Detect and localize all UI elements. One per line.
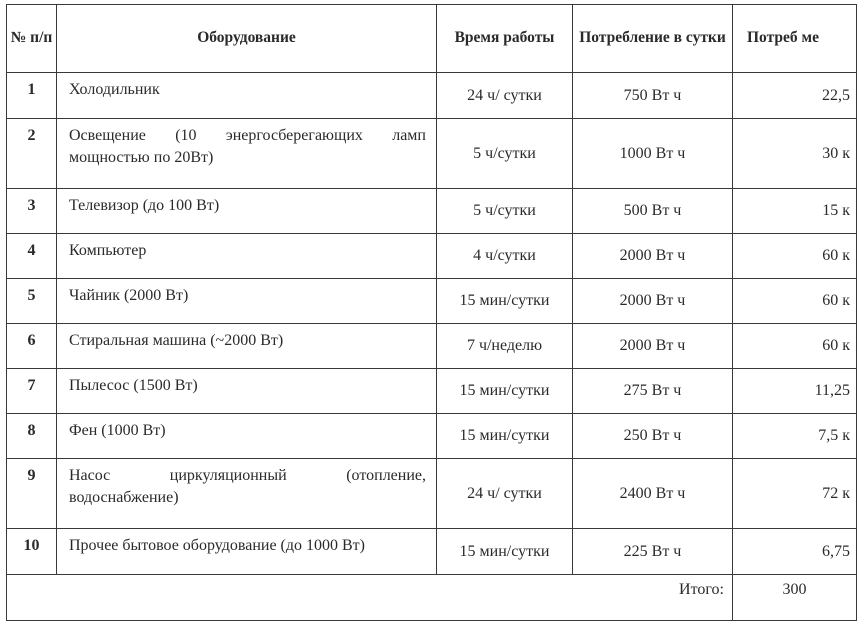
total-label: Итого:	[7, 575, 733, 621]
row-time: 15 мин/сутки	[437, 529, 573, 575]
table-row	[7, 119, 857, 189]
row-equipment: Прочее бытовое оборудование (до 1000 Вт)	[57, 529, 437, 575]
header-num: № п/п	[7, 5, 57, 73]
row-time: 5 ч/сутки	[437, 119, 573, 189]
row-per-day: 275 Вт ч	[573, 369, 733, 414]
row-equipment: Чайник (2000 Вт)	[57, 279, 437, 324]
row-per-day: 225 Вт ч	[573, 529, 733, 575]
header-row	[7, 5, 857, 73]
row-per-month: 11,25	[733, 369, 857, 414]
row-num: 9	[7, 459, 57, 529]
table-row	[7, 189, 857, 234]
row-num: 4	[7, 234, 57, 279]
row-time: 7 ч/неделю	[437, 324, 573, 369]
total-value: 300	[733, 575, 857, 621]
row-equipment: Холодильник	[57, 73, 437, 119]
table-row	[7, 414, 857, 459]
row-equipment: Пылесос (1500 Вт)	[57, 369, 437, 414]
row-num: 10	[7, 529, 57, 575]
row-time: 15 мин/сутки	[437, 414, 573, 459]
row-per-day: 2000 Вт ч	[573, 279, 733, 324]
row-per-day: 2000 Вт ч	[573, 324, 733, 369]
table-row	[7, 279, 857, 324]
table-row	[7, 529, 857, 575]
row-per-month: 60 к	[733, 234, 857, 279]
row-num: 8	[7, 414, 57, 459]
table-row	[7, 73, 857, 119]
table-row	[7, 324, 857, 369]
row-per-day: 250 Вт ч	[573, 414, 733, 459]
header-equipment: Оборудование	[57, 5, 437, 73]
row-num: 3	[7, 189, 57, 234]
row-per-day: 750 Вт ч	[573, 73, 733, 119]
row-equipment: Фен (1000 Вт)	[57, 414, 437, 459]
header-per-month: Потреб ме	[733, 5, 857, 73]
row-per-month: 60 к	[733, 279, 857, 324]
row-per-day: 1000 Вт ч	[573, 119, 733, 189]
row-time: 15 мин/сутки	[437, 279, 573, 324]
row-num: 5	[7, 279, 57, 324]
row-equipment: Насос циркуляционный (отопление, водоснабжение)	[57, 459, 437, 529]
row-per-day: 2400 Вт ч	[573, 459, 733, 529]
table-row	[7, 369, 857, 414]
row-num: 2	[7, 119, 57, 189]
row-time: 4 ч/сутки	[437, 234, 573, 279]
header-per-day: Потребление в сутки	[573, 5, 733, 73]
row-time: 5 ч/сутки	[437, 189, 573, 234]
row-equipment: Компьютер	[57, 234, 437, 279]
row-num: 1	[7, 73, 57, 119]
row-per-month: 6,75	[733, 529, 857, 575]
row-per-day: 500 Вт ч	[573, 189, 733, 234]
table-row	[7, 459, 857, 529]
row-time: 24 ч/ сутки	[437, 459, 573, 529]
row-num: 6	[7, 324, 57, 369]
equipment-consumption-table	[6, 4, 857, 621]
row-equipment: Освещение (10 энергосберегающих ламп мощностью по 20Вт)	[57, 119, 437, 189]
row-time: 15 мин/сутки	[437, 369, 573, 414]
row-time: 24 ч/ сутки	[437, 73, 573, 119]
row-per-month: 22,5	[733, 73, 857, 119]
header-time: Время работы	[437, 5, 573, 73]
row-per-month: 60 к	[733, 324, 857, 369]
total-row	[7, 575, 857, 621]
row-per-month: 7,5 к	[733, 414, 857, 459]
row-per-month: 15 к	[733, 189, 857, 234]
row-per-month: 30 к	[733, 119, 857, 189]
row-per-day: 2000 Вт ч	[573, 234, 733, 279]
row-per-month: 72 к	[733, 459, 857, 529]
row-equipment: Стиральная машина (~2000 Вт)	[57, 324, 437, 369]
table-row	[7, 234, 857, 279]
row-equipment: Телевизор (до 100 Вт)	[57, 189, 437, 234]
row-num: 7	[7, 369, 57, 414]
